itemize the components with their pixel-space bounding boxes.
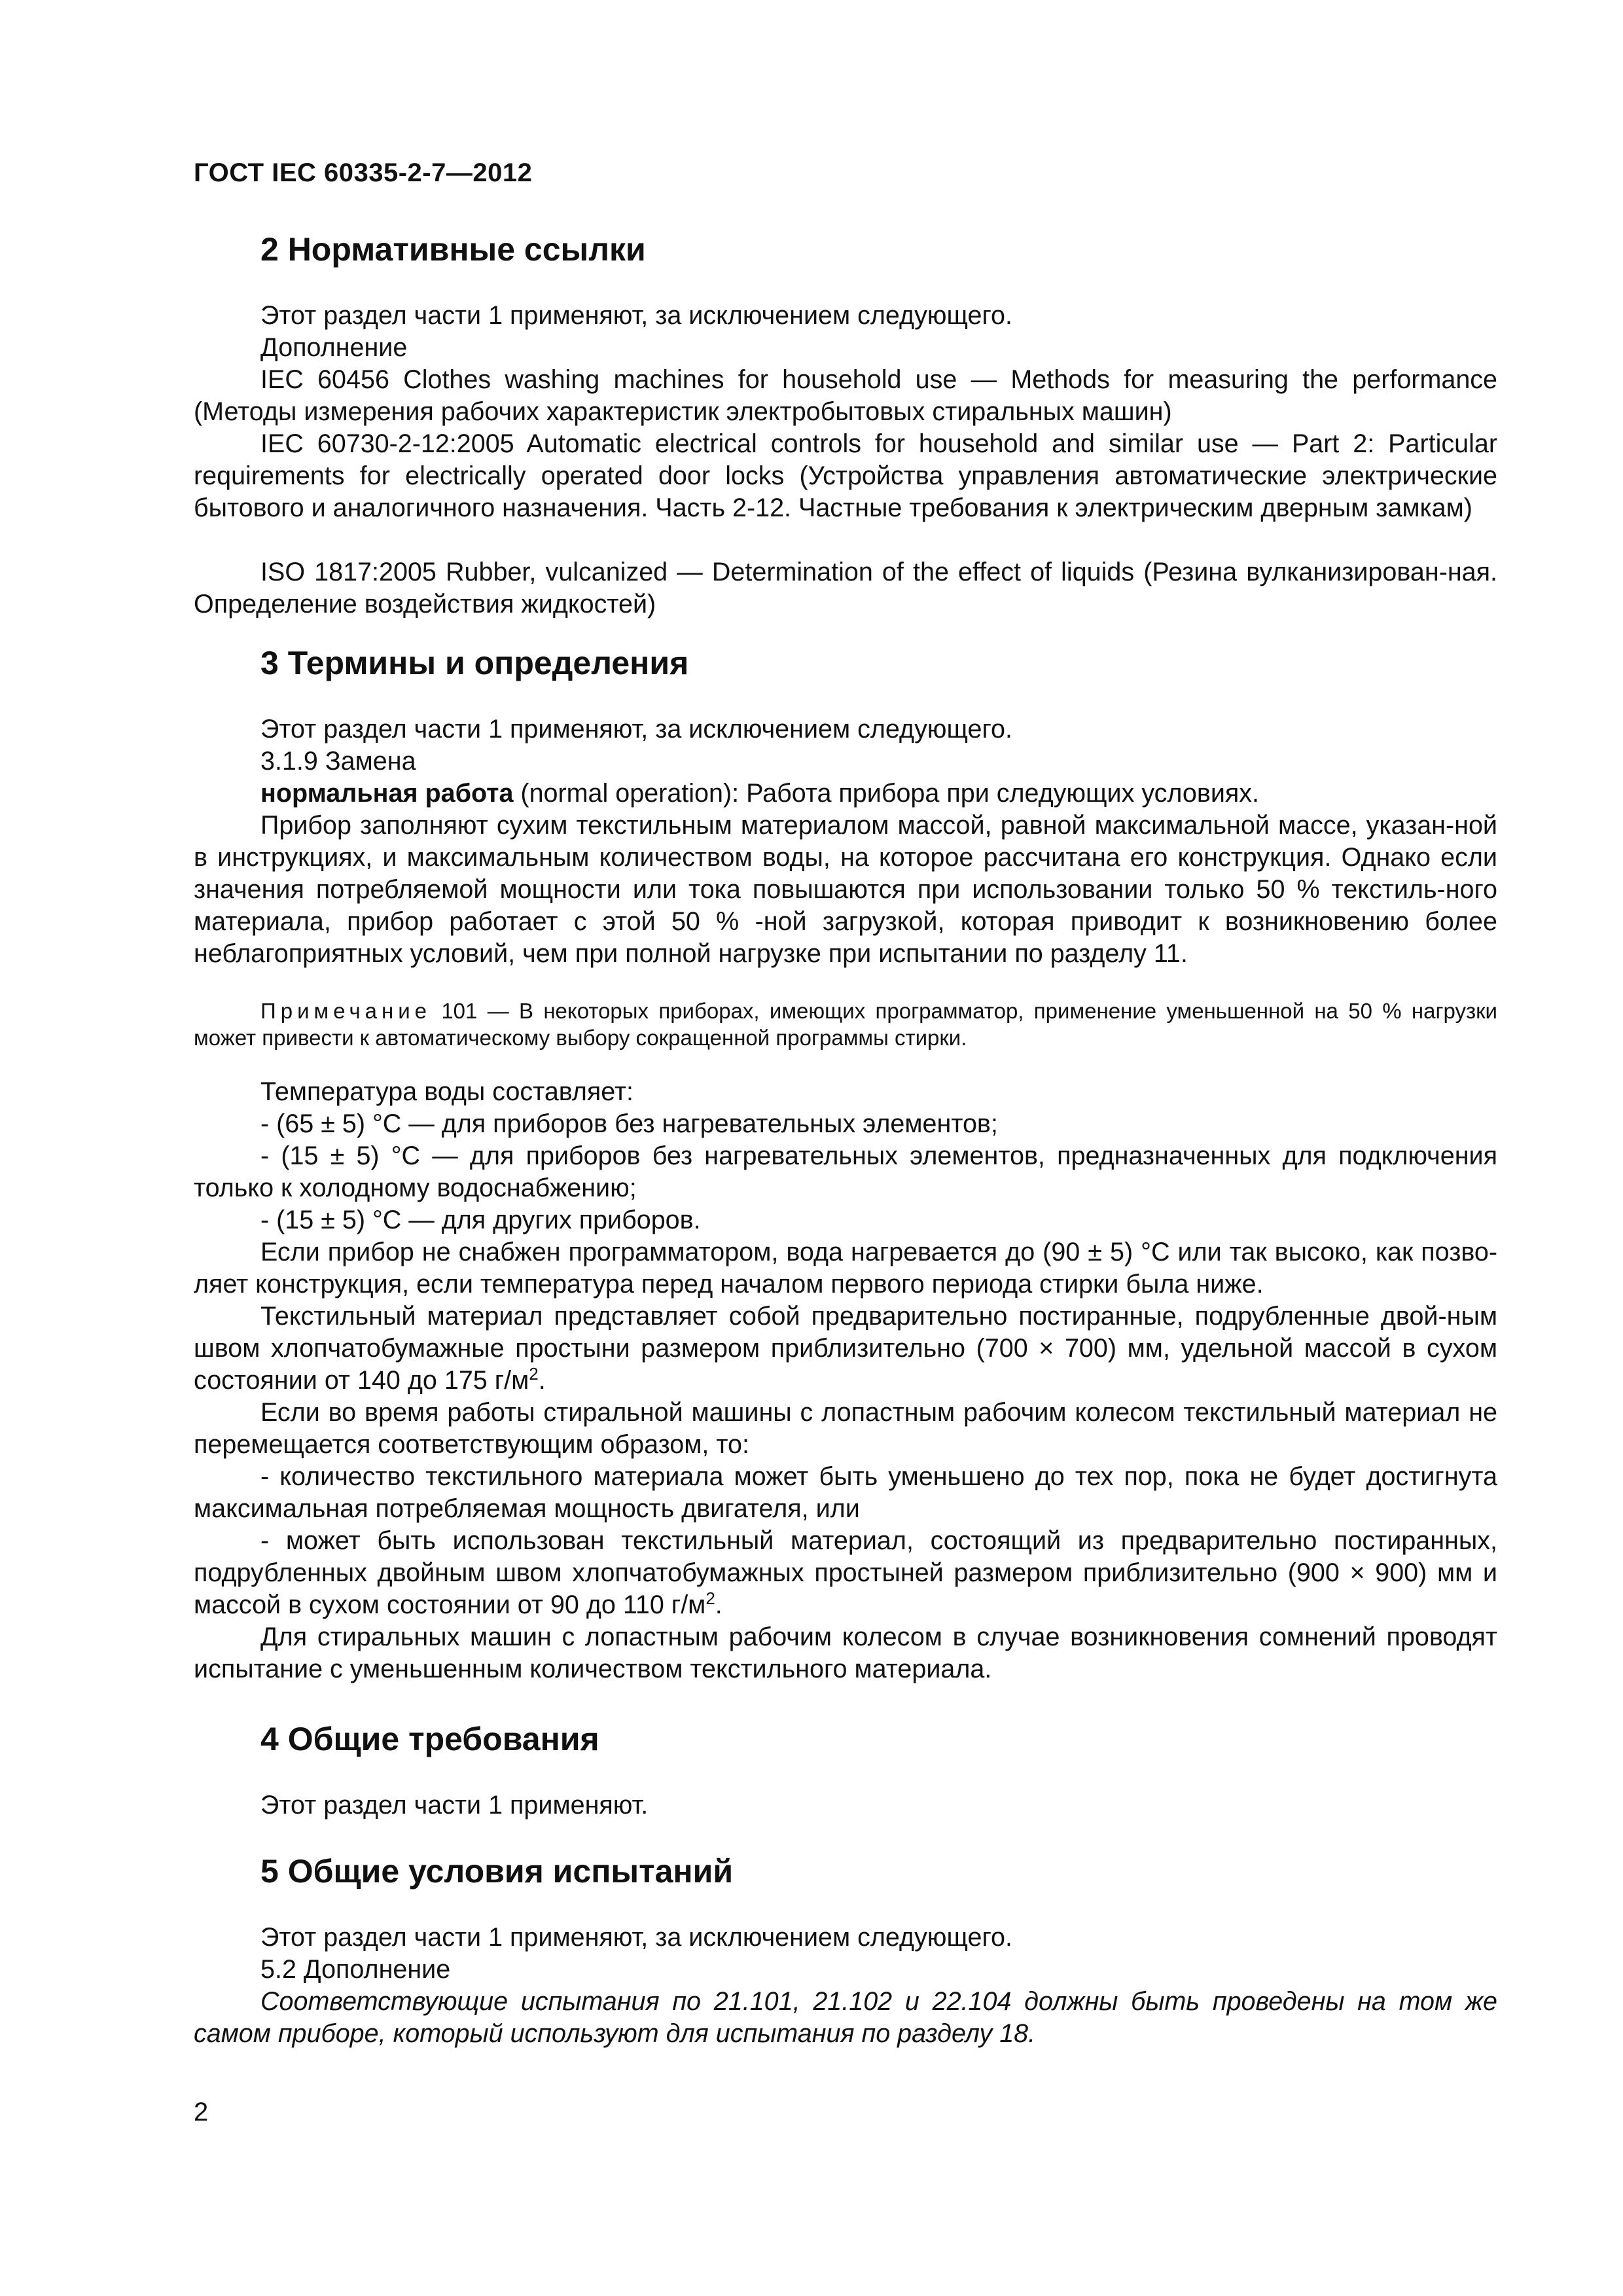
s2-ref-iec60456: IEC 60456 Clothes washing machines for household use — Methods for measuring the performance (Методы измерения рабочих характеристик электробытовых стиральных машин) [194,365,1497,426]
s3-paragraph-2: Если прибор не снабжен программатором, вода нагревается до (90 ± 5) °C или так высоко, как позво-ляет конструкция, если температура перед началом первого периода стирки была ниже. [194,1238,1497,1299]
note-label: Примечание [260,999,432,1023]
document-header: ГОСТ IEC 60335-2-7—2012 [194,158,533,187]
s3-temp-3: - (15 ± 5) °C — для других приборов. [260,1206,701,1234]
page-number: 2 [194,2098,209,2126]
p3-sup: 2 [529,1363,539,1384]
section-5-title: 5 Общие условия испытаний [260,1853,734,1890]
s2-ref-iso1817: ISO 1817:2005 Rubber, vulcanized — Determination of the effect of liquids (Резина вулканизирован-ная. Определение воздействия жидкостей) [194,558,1497,619]
s3-paragraph-3 [194,1300,1497,1397]
s5-addition: 5.2 Дополнение [260,1955,451,1984]
term-rest: (normal operation): Работа прибора при следующих условиях. [513,779,1260,808]
s3-intro: Этот раздел части 1 применяют, за исключением следующего. [260,715,1012,744]
p3-text: Текстильный материал представляет собой предварительно постиранные, подрубленные двой-ным швом хлопчатобумажные простыни размером приблизительно (700 × 700) мм, удельной массой в сухом состоянии от 140 до 175 г/м [194,1302,1497,1395]
section-2-title: 2 Нормативные ссылки [260,231,646,268]
p6-text: - может быть использован текстильный материал, состоящий из предварительно постиранных, подрубленных двойным швом хлопчатобумажных простыней размером приблизительно (900 × 900) мм и массой в сухом состоянии от 90 до 110 г/м [194,1526,1497,1619]
section-4-title: 4 Общие требования [260,1721,599,1757]
s3-paragraph-6 [194,1525,1497,1621]
p6-sup: 2 [705,1588,715,1608]
s3-temp-intro: Температура воды составляет: [260,1077,634,1106]
s2-addition: Дополнение [260,333,408,362]
section-3-title: 3 Термины и определения [260,645,689,681]
s3-paragraph-4: Если во время работы стиральной машины с лопастным рабочим колесом текстильный материал не перемещается соответствующим образом, то: [194,1398,1497,1459]
s3-term-definition [194,778,1497,810]
s5-intro: Этот раздел части 1 применяют, за исключением следующего. [260,1923,1012,1952]
s3-temp-2: - (15 ± 5) °C — для приборов без нагревательных элементов, предназначенных для подключения только к холодному водоснабжению; [194,1141,1497,1202]
s3-paragraph-7: Для стиральных машин с лопастным рабочим колесом в случае возникновения сомнений проводят испытание с уменьшенным количеством текстильного материала. [194,1623,1497,1683]
s4-intro: Этот раздел части 1 применяют. [260,1791,649,1820]
p6-end: . [715,1590,722,1619]
term-bold: нормальная работа [260,779,514,808]
s2-ref-iec60730: IEC 60730-2-12:2005 Automatic electrical controls for household and similar use — Part 2: Particular requirements for electrically operated door locks (Устройства управления автоматические электрические бытового и аналогичного назначения. Часть 2-12. Частные требования к электрическим дверным замкам) [194,429,1497,522]
s3-paragraph-1: Прибор заполняют сухим текстильным материалом массой, равной максимальной массе, указан-ной в инструкциях, и максимальным количеством воды, на которое рассчитана его конструкция. Однако если значения потребляемой мощности или тока повышаются при использовании только 50 % текстиль-ного материала, прибор работает с этой 50 % -ной загрузкой, которая приводит к возникновению более неблагоприятных условий, чем при полной нагрузке при испытании по разделу 11. [194,811,1497,968]
s5-italic-text: Соответствующие испытания по 21.101, 21.102 и 22.104 должны быть проведены на том же самом приборе, который используют для испытания по разделу 18. [194,1987,1497,2048]
s3-paragraph-5: - количество текстильного материала может быть уменьшено до тех пор, пока не будет достигнута максимальная потребляемая мощность двигателя, или [194,1462,1497,1523]
s3-temp-1: - (65 ± 5) °C — для приборов без нагревательных элементов; [260,1109,998,1138]
p3-end: . [538,1366,546,1395]
s3-note [194,997,1497,1051]
note-text: 101 — В некоторых приборах, имеющих программатор, применение уменьшенной на 50 % нагрузки может привести к автоматическому выбору сокращенной программы стирки. [194,999,1497,1050]
s2-intro: Этот раздел части 1 применяют, за исключением следующего. [260,301,1012,330]
s3-replace: 3.1.9 Замена [260,747,416,776]
